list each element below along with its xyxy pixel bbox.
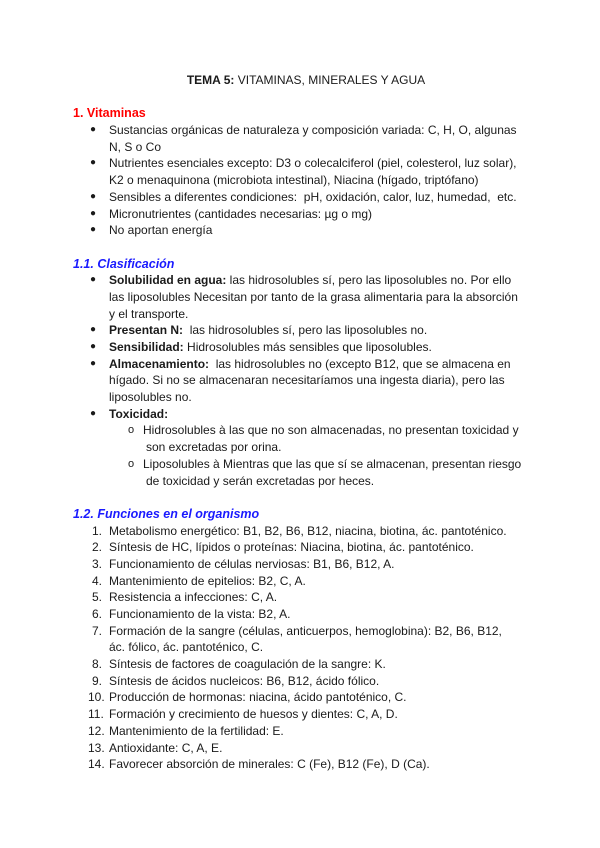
numbered-item xyxy=(0,539,600,556)
clasificacion-list xyxy=(0,272,600,489)
document-title xyxy=(0,72,600,89)
item-text: Sustancias orgánicas de naturaleza y composición variada: C, H, O, algunas xyxy=(109,123,517,138)
item-text: Funcionamiento de células nerviosas: B1, B6, B12, A. xyxy=(109,556,395,571)
numbered-item xyxy=(0,523,600,540)
numbered-item xyxy=(0,723,600,740)
item-text: Producción de hormonas: niacina, ácido pantoténico, C. xyxy=(109,690,407,705)
list-item-continuation xyxy=(0,172,600,189)
item-number: 6. xyxy=(92,607,103,621)
item-label: Sensibilidad: xyxy=(109,340,184,354)
list-item-continuation xyxy=(0,139,600,156)
document-page xyxy=(0,72,600,773)
item-text: Favorecer absorción de minerales: C (Fe), B12 (Fe), D (Ca). xyxy=(109,757,430,772)
item-number: 14. xyxy=(88,757,105,772)
item-text: Síntesis de HC, lípidos o proteínas: Niacina, biotina, ác. pantoténico. xyxy=(109,540,474,555)
item-number: 8. xyxy=(92,657,103,672)
bullet-icon: ● xyxy=(90,357,97,369)
list-item-continuation xyxy=(0,289,600,306)
list-item-continuation xyxy=(0,639,600,656)
numbered-item xyxy=(0,756,600,773)
item-text: liposolubles no. xyxy=(109,390,192,405)
numbered-item xyxy=(0,740,600,757)
circle-bullet-icon: o xyxy=(128,457,135,470)
funciones-list xyxy=(0,523,600,773)
bullet-icon: ● xyxy=(90,124,97,136)
item-number: 7. xyxy=(92,623,103,638)
numbered-item xyxy=(0,589,600,606)
item-number: 1. xyxy=(92,523,103,538)
list-item xyxy=(0,406,600,423)
item-number: 5. xyxy=(92,590,103,605)
item-text: son excretadas por orina. xyxy=(146,440,282,455)
item-text: Formación y crecimiento de huesos y dientes: C, A, D. xyxy=(109,707,398,722)
list-item xyxy=(0,222,600,239)
title-bold: TEMA 5: xyxy=(186,73,235,87)
bullet-icon: ● xyxy=(90,341,97,352)
bullet-icon: ● xyxy=(90,190,97,202)
sub-item xyxy=(0,456,600,473)
item-text: Antioxidante: C, A, E. xyxy=(109,740,223,755)
item-number: 10. xyxy=(88,690,105,705)
list-item xyxy=(0,322,600,339)
item-number: 11. xyxy=(88,707,104,722)
bullet-icon: ● xyxy=(90,274,97,286)
item-number: 12. xyxy=(88,723,105,738)
item-text: Hidrosolubles à las que no son almacenadas, no presentan toxicidad y xyxy=(143,423,519,438)
list-item-continuation xyxy=(0,372,600,389)
list-item xyxy=(0,356,600,373)
list-item xyxy=(0,155,600,172)
item-text: Sensibles a diferentes condiciones: pH, oxidación, calor, luz, humedad, etc. xyxy=(109,189,517,204)
bullet-icon: ● xyxy=(90,157,97,169)
item-text: Micronutrientes (cantidades necesarias: µg o mg) xyxy=(109,206,373,221)
item-text: Síntesis de ácidos nucleicos: B6, B12, ácido fólico. xyxy=(109,673,380,688)
item-text: Formación de la sangre (células, anticuerpos, hemoglobina): B2, B6, B12, xyxy=(109,623,502,638)
item-text: las hidrosolubles sí, pero las liposolubles no. xyxy=(183,323,428,338)
list-item-continuation xyxy=(0,389,600,406)
circle-bullet-icon: o xyxy=(128,424,135,437)
item-text: las liposolubles Necesitan por tanto de la grasa alimentaria para la absorción xyxy=(109,289,518,304)
list-item-continuation xyxy=(0,306,600,323)
section-heading-clasificacion: 1.1. Clasificación xyxy=(73,256,175,271)
item-text: ác. fólico, ác. pantoténico, C. xyxy=(109,640,264,655)
sub-item-continuation xyxy=(0,473,600,490)
numbered-item xyxy=(0,556,600,573)
item-text: las hidrosolubles no (excepto B12, que se almacena en xyxy=(209,356,511,371)
list-item xyxy=(0,122,600,139)
numbered-item xyxy=(0,706,600,723)
numbered-item xyxy=(0,623,600,640)
item-number: 2. xyxy=(92,540,103,555)
list-item xyxy=(0,339,600,356)
list-item xyxy=(0,189,600,206)
title-rest: VITAMINAS, MINERALES Y AGUA xyxy=(234,73,426,87)
item-text: Metabolismo energético: B1, B2, B6, B12, niacina, biotina, ác. pantoténico. xyxy=(109,523,507,538)
item-number: 4. xyxy=(92,573,103,588)
numbered-item xyxy=(0,689,600,706)
item-text: Mantenimiento de epitelios: B2, C, A. xyxy=(109,573,306,588)
item-number: 9. xyxy=(92,673,103,688)
item-text: K2 o menaquinona (microbiota intestinal), Niacina (hígado, triptófano) xyxy=(109,173,479,188)
bullet-icon: ● xyxy=(90,324,97,336)
item-label: Presentan N: xyxy=(109,323,184,338)
item-label: Almacenamiento: xyxy=(109,356,210,371)
item-text: hígado. Si no se almacenaran necesitaríamos una ingesta diaria), pero las xyxy=(109,373,505,388)
item-number: 13. xyxy=(88,740,105,755)
sub-item-continuation xyxy=(0,439,600,456)
section-heading-funciones: 1.2. Funciones en el organismo xyxy=(73,506,260,521)
item-text: Mantenimiento de la fertilidad: E. xyxy=(109,723,284,738)
item-text: y el transporte. xyxy=(109,306,189,321)
numbered-item xyxy=(0,606,600,623)
item-text: Funcionamiento de la vista: B2, A. xyxy=(109,607,291,621)
item-text: N, S o Co xyxy=(109,139,162,154)
vitaminas-list xyxy=(0,122,600,239)
item-label: Toxicidad: xyxy=(109,406,169,421)
list-item xyxy=(0,206,600,223)
numbered-item xyxy=(0,656,600,673)
item-text: Nutrientes esenciales excepto: D3 o colecalciferol (piel, colesterol, luz solar), xyxy=(109,156,517,171)
list-item xyxy=(0,272,600,289)
section-heading-vitaminas: 1. Vitaminas xyxy=(73,106,146,121)
item-text: No aportan energía xyxy=(109,223,213,238)
item-number: 3. xyxy=(92,556,103,571)
item-text: de toxicidad y serán excretadas por heces. xyxy=(146,473,375,488)
bullet-icon: ● xyxy=(90,407,97,419)
item-text: las hidrosolubles sí, pero las liposolubles no. Por ello xyxy=(226,273,512,288)
bullet-icon: ● xyxy=(90,224,97,236)
item-text: Liposolubles à Mientras que las que sí se almacenan, presentan riesgo xyxy=(143,456,522,471)
item-text: Hidrosolubles más sensibles que liposolubles. xyxy=(183,340,432,354)
numbered-item xyxy=(0,673,600,690)
item-text: Resistencia a infecciones: C, A. xyxy=(109,590,278,605)
item-text: Síntesis de factores de coagulación de la sangre: K. xyxy=(109,657,386,672)
bullet-icon: ● xyxy=(90,207,97,219)
item-label: Solubilidad en agua: xyxy=(109,273,227,288)
numbered-item xyxy=(0,573,600,590)
sub-item xyxy=(0,422,600,439)
